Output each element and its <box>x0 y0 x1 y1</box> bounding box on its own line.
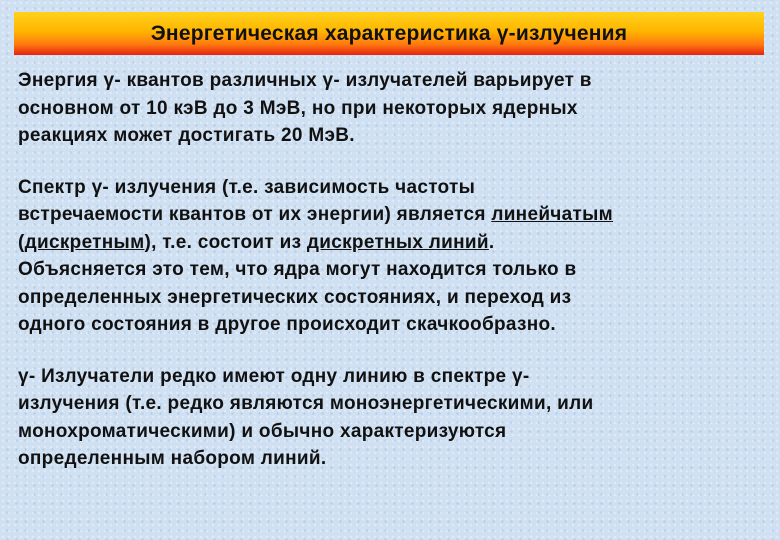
text-segment: . <box>488 231 495 253</box>
text-line: определенным набором линий. <box>18 448 327 469</box>
text-line <box>18 201 770 229</box>
underlined-term-discrete-lines: дискретных линий <box>306 231 489 253</box>
text-line: γ‑ Излучатели редко имеют одну линию в спектре γ- <box>18 365 530 387</box>
text-line: Спектр γ‑ излучения (т.е. зависимость частоты <box>18 176 476 198</box>
text-line: основном от 10 кэВ до 3 МэВ, но при некоторых ядерных <box>18 97 578 119</box>
text-line: излучения (т.е. редко являются моноэнергетическими, или <box>18 393 594 414</box>
text-line: монохроматическими) и обычно характеризуются <box>18 420 507 442</box>
title-banner <box>14 12 764 55</box>
text-segment: ), т.е. состоит из <box>144 231 307 253</box>
text-line: одного состояния в другое происходит скачкообразно. <box>18 314 556 335</box>
text-line <box>18 229 770 257</box>
text-line: Объясняется это тем, что ядра могут находится только в <box>18 259 577 280</box>
paragraph-energy-range <box>18 67 770 150</box>
text-segment: ( <box>18 231 25 253</box>
paragraph-spectrum <box>18 174 770 339</box>
text-segment: встречаемости квантов от их энергии) является <box>18 204 492 225</box>
slide-title: Энергетическая характеристика γ-излучения <box>150 21 628 45</box>
slide-body <box>18 67 770 497</box>
text-line: Энергия γ‑ квантов различных γ‑ излучателей варьирует в <box>18 70 592 91</box>
paragraph-emitters <box>18 363 770 473</box>
text-line: определенных энергетических состояниях, и переход из <box>18 286 572 308</box>
underlined-term-line-spectrum: линейчатым <box>491 204 613 225</box>
underlined-term-discrete: дискретным <box>24 231 145 253</box>
text-line: реакциях может достигать 20 МэВ. <box>18 125 355 146</box>
